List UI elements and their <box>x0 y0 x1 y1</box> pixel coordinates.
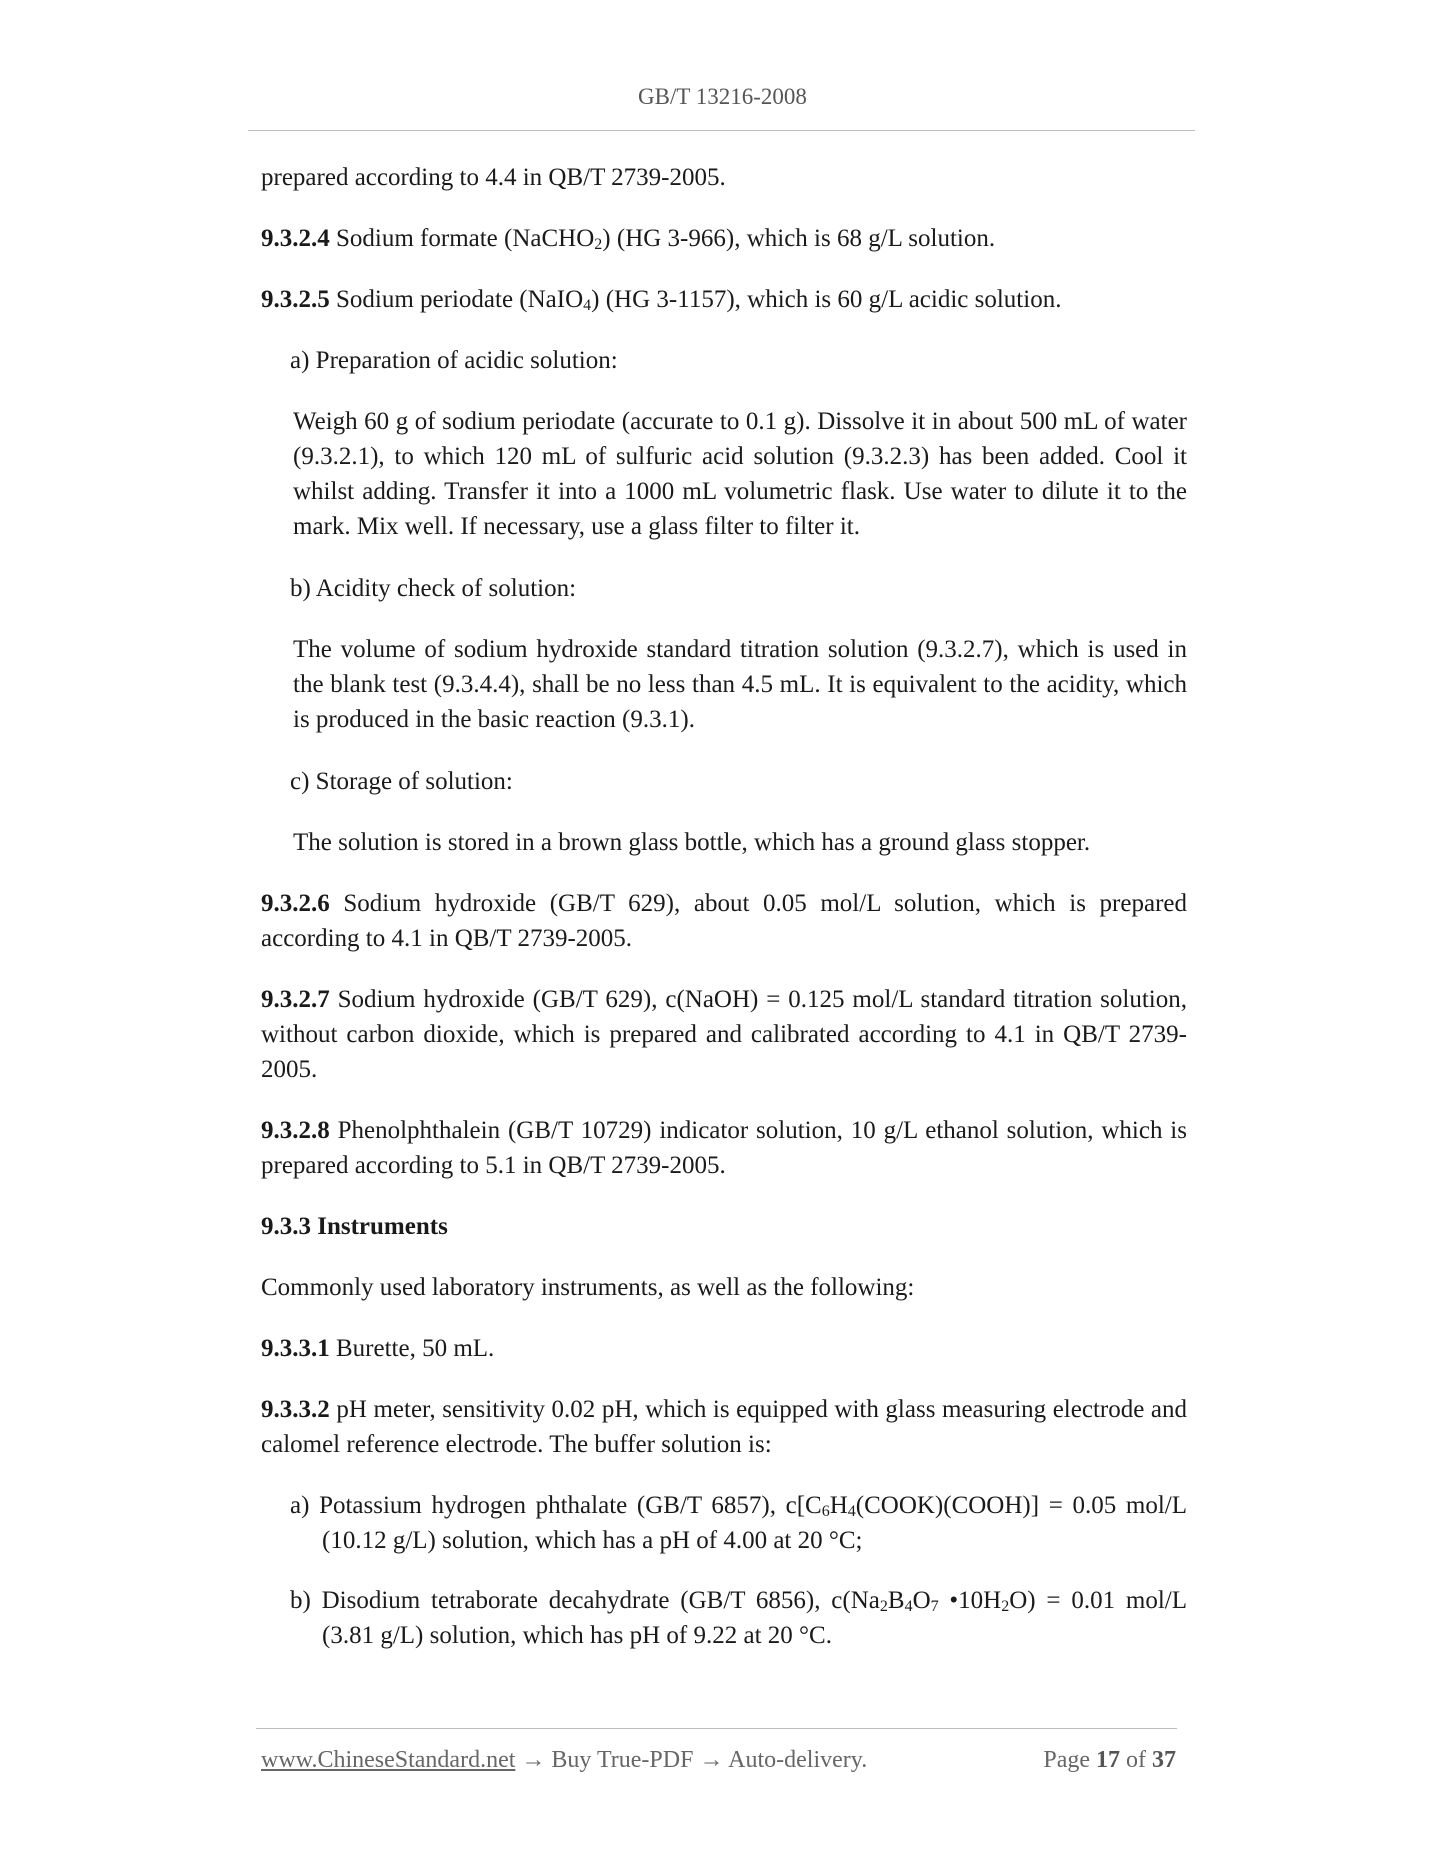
subscript: 4 <box>847 1503 856 1520</box>
item-text: •10H <box>938 1587 1002 1614</box>
footer-divider <box>256 1728 1177 1729</box>
page-number: 17 <box>1096 1747 1120 1773</box>
item-text: B <box>887 1587 905 1614</box>
clause-number: 9.3.2.6 <box>261 890 330 917</box>
item-a-body: Weigh 60 g of sodium periodate (accurate to 0.1 g). Dissolve it in about 500 mL of water (9.3.2.1), to which 120 mL of sulfuric acid solution (9.3.2.3) has been added. Cool it whilst adding. Transfer it into a 1000 mL volumetric flask. Use water to dilute it to the mark. Mix well. If necessary, use a glass filter to filter it. <box>293 408 1187 540</box>
clause-9-3-3-2 <box>261 1392 1187 1462</box>
page-label: Page <box>1043 1747 1096 1773</box>
clause-text: ) (HG 3-1157), which is 60 g/L acidic solution. <box>591 286 1062 313</box>
clause-9-3-2-5 <box>261 282 1187 317</box>
clause-text: pH meter, sensitivity 0.02 pH, which is equipped with glass measuring electrode and calomel reference electrode. The buffer solution is: <box>261 1396 1187 1458</box>
buffer-item-a <box>290 1488 1187 1558</box>
item-text: O <box>912 1587 931 1614</box>
clause-text: Sodium hydroxide (GB/T 629), c(NaOH) = 0.125 mol/L standard titration solution, without carbon dioxide, which is prepared and calibrated according to 4.1 in QB/T 2739-2005. <box>261 986 1187 1083</box>
clause-text: Sodium periodate (NaIO <box>329 286 584 313</box>
clause-number: 9.3.3.2 <box>261 1396 330 1423</box>
page-indicator <box>1043 1747 1176 1774</box>
paragraph-continuation: prepared according to 4.4 in QB/T 2739-2005. <box>261 164 726 191</box>
clause-text: ) (HG 3-966), which is 68 g/L solution. <box>602 225 996 252</box>
item-a-heading: a) Preparation of acidic solution: <box>290 347 618 374</box>
footer-promo <box>261 1747 867 1774</box>
item-b-body: The volume of sodium hydroxide standard titration solution (9.3.2.7), which is used in the blank test (9.3.4.4), shall be no less than 4.5 mL. It is equivalent to the acidity, which is produced in the basic reaction (9.3.1). <box>293 636 1187 733</box>
clause-9-3-3-1 <box>261 1331 1187 1366</box>
footer-promo-text: → Buy True-PDF <box>515 1747 700 1773</box>
item-text: (COOK)(COOH)] = 0.05 mol/L (10.12 g/L) solution, which has a pH of 4.00 at 20 °C; <box>322 1492 1187 1554</box>
item-text: O) = 0.01 mol/L (3.81 g/L) solution, which has pH of 9.22 at 20 °C. <box>322 1587 1188 1649</box>
subscript: 2 <box>879 1598 888 1615</box>
item-text: a) Potassium hydrogen phthalate (GB/T 6857), c[C <box>290 1492 822 1519</box>
clause-text: Sodium formate (NaCHO <box>329 225 595 252</box>
page-total: 37 <box>1152 1747 1176 1773</box>
buffer-item-b <box>290 1583 1187 1653</box>
clause-number: 9.3.2.8 <box>261 1117 330 1144</box>
section-title: 9.3.3 Instruments <box>261 1213 448 1240</box>
subscript: 4 <box>583 297 592 314</box>
subscript: 7 <box>930 1598 939 1615</box>
subscript: 2 <box>1001 1598 1010 1615</box>
item-c-heading: c) Storage of solution: <box>290 768 513 795</box>
clause-9-3-2-7 <box>261 982 1187 1087</box>
subscript: 2 <box>594 236 603 253</box>
page-of-label: of <box>1120 1747 1152 1773</box>
header-divider <box>248 130 1195 131</box>
clause-text: Sodium hydroxide (GB/T 629), about 0.05 mol/L solution, which is prepared according to 4.1 in QB/T 2739-2005. <box>261 890 1187 952</box>
instruments-intro: Commonly used laboratory instruments, as well as the following: <box>261 1274 915 1301</box>
item-c-body: The solution is stored in a brown glass bottle, which has a ground glass stopper. <box>293 829 1091 856</box>
item-b-heading: b) Acidity check of solution: <box>290 575 577 602</box>
subscript: 6 <box>821 1503 830 1520</box>
clause-number: 9.3.2.5 <box>261 286 330 313</box>
section-heading-instruments <box>261 1209 1187 1244</box>
website-link[interactable]: www.ChineseStandard.net <box>261 1747 516 1773</box>
item-text: b) Disodium tetraborate decahydrate (GB/T 6856), c(Na <box>290 1587 880 1614</box>
subscript: 4 <box>904 1598 913 1615</box>
clause-9-3-2-6 <box>261 886 1187 956</box>
clause-number: 9.3.2.7 <box>261 986 330 1013</box>
item-text: H <box>829 1492 848 1519</box>
document-header: GB/T 13216-2008 <box>638 84 807 109</box>
clause-number: 9.3.3.1 <box>261 1335 330 1362</box>
clause-number: 9.3.2.4 <box>261 225 330 252</box>
clause-9-3-2-8 <box>261 1113 1187 1183</box>
clause-9-3-2-4 <box>261 221 1187 256</box>
clause-text: Phenolphthalein (GB/T 10729) indicator solution, 10 g/L ethanol solution, which is prepared according to 5.1 in QB/T 2739-2005. <box>261 1117 1187 1179</box>
footer-promo-text: → Auto-delivery. <box>699 1747 868 1773</box>
clause-text: Burette, 50 mL. <box>329 1335 495 1362</box>
